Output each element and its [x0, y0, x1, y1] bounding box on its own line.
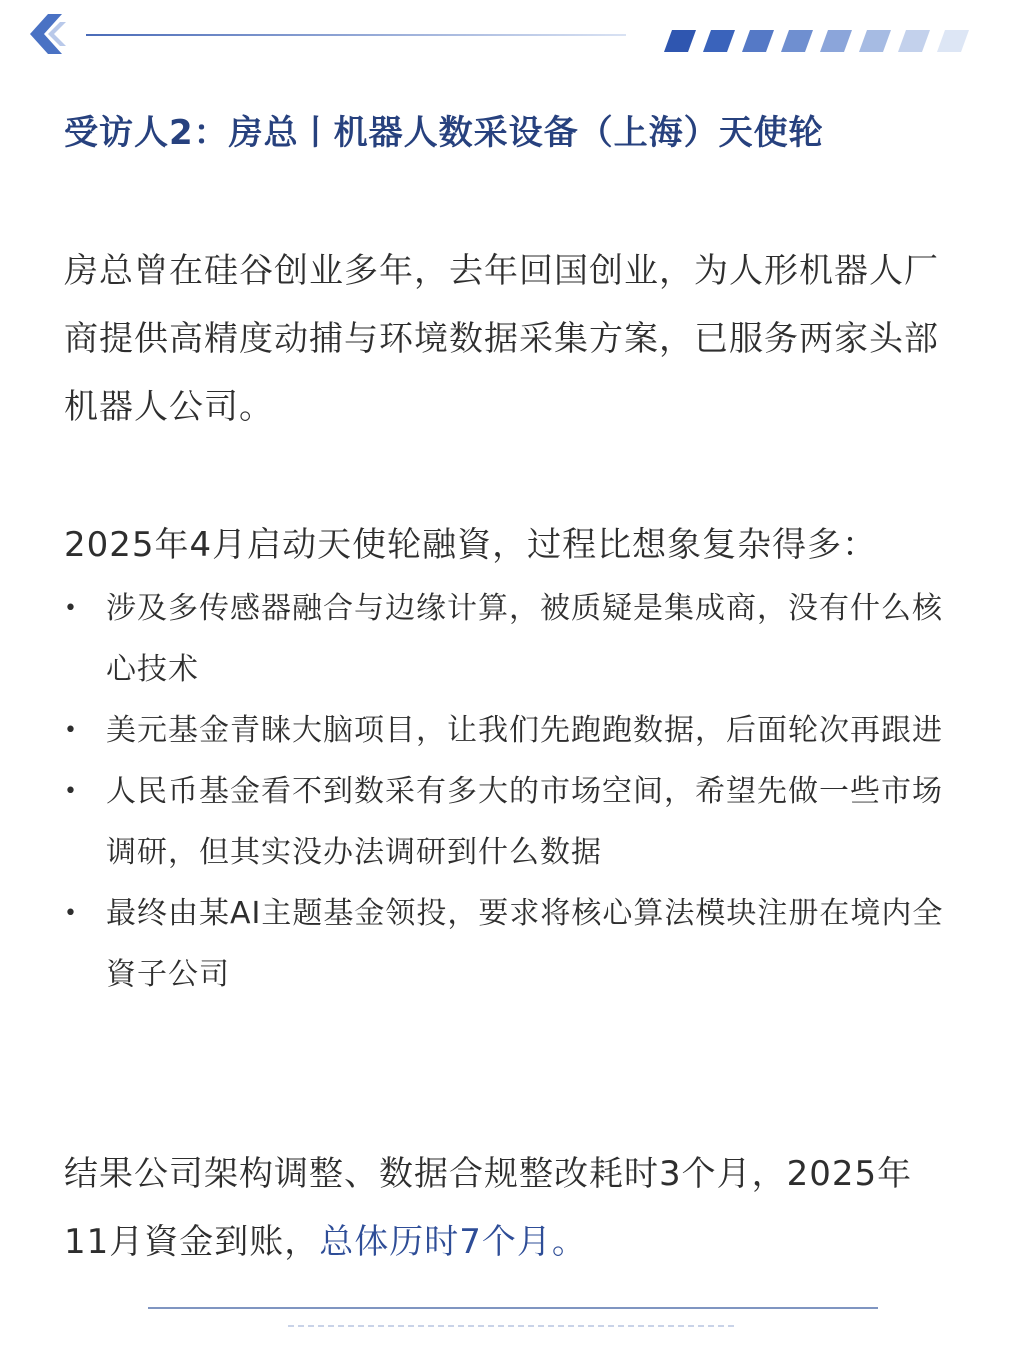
result-highlight: 总体历时7个月。: [319, 1222, 587, 1262]
bullet-icon: •: [64, 596, 78, 621]
bullet-icon: •: [64, 779, 78, 804]
intro-paragraph: 房总曾在硅谷创业多年，去年回国创业，为人形机器人厂商提供高精度动捕与环境数据采集方案，已服务两家头部机器人公司。: [64, 251, 939, 427]
result-text: 结果公司架构调整、数据合规整改耗时3个月，2025年11月資金到账，: [64, 1154, 913, 1262]
list-item-text: 涉及多传感器融合与边缘计算，被质疑是集成商，没有什么核心技术: [106, 591, 943, 687]
list-item: [64, 578, 954, 700]
result-paragraph: [64, 1140, 954, 1276]
list-item: [64, 761, 954, 883]
footer-dashes: [288, 1324, 738, 1328]
list-item-text: 人民币基金看不到数采有多大的市场空间，希望先做一些市场调研，但其实没办法调研到什么数据: [106, 774, 943, 870]
list-item: [64, 883, 954, 1005]
list-item-text: 最终由某AI主题基金领投，要求将核心算法模块注册在境内全資子公司: [106, 896, 944, 992]
list-item-text: 美元基金青睐大脑项目，让我们先跑跑数据，后面轮次再跟进: [106, 713, 943, 748]
footer-rule: [148, 1307, 878, 1309]
bullet-icon: •: [64, 718, 78, 743]
funding-paragraph: 2025年4月启动天使轮融資，过程比想象复杂得多：: [64, 525, 878, 565]
bullet-icon: •: [64, 901, 78, 926]
back-chevron-icon[interactable]: [30, 14, 66, 54]
stripe-pattern-icon: [664, 30, 969, 52]
list-item: [64, 700, 954, 761]
header-rule: [86, 34, 626, 36]
page-title: 受访人2：房总丨机器人数采设备（上海）天使轮: [64, 113, 824, 153]
challenge-list: [64, 578, 954, 1005]
top-decoration: [0, 0, 1024, 80]
